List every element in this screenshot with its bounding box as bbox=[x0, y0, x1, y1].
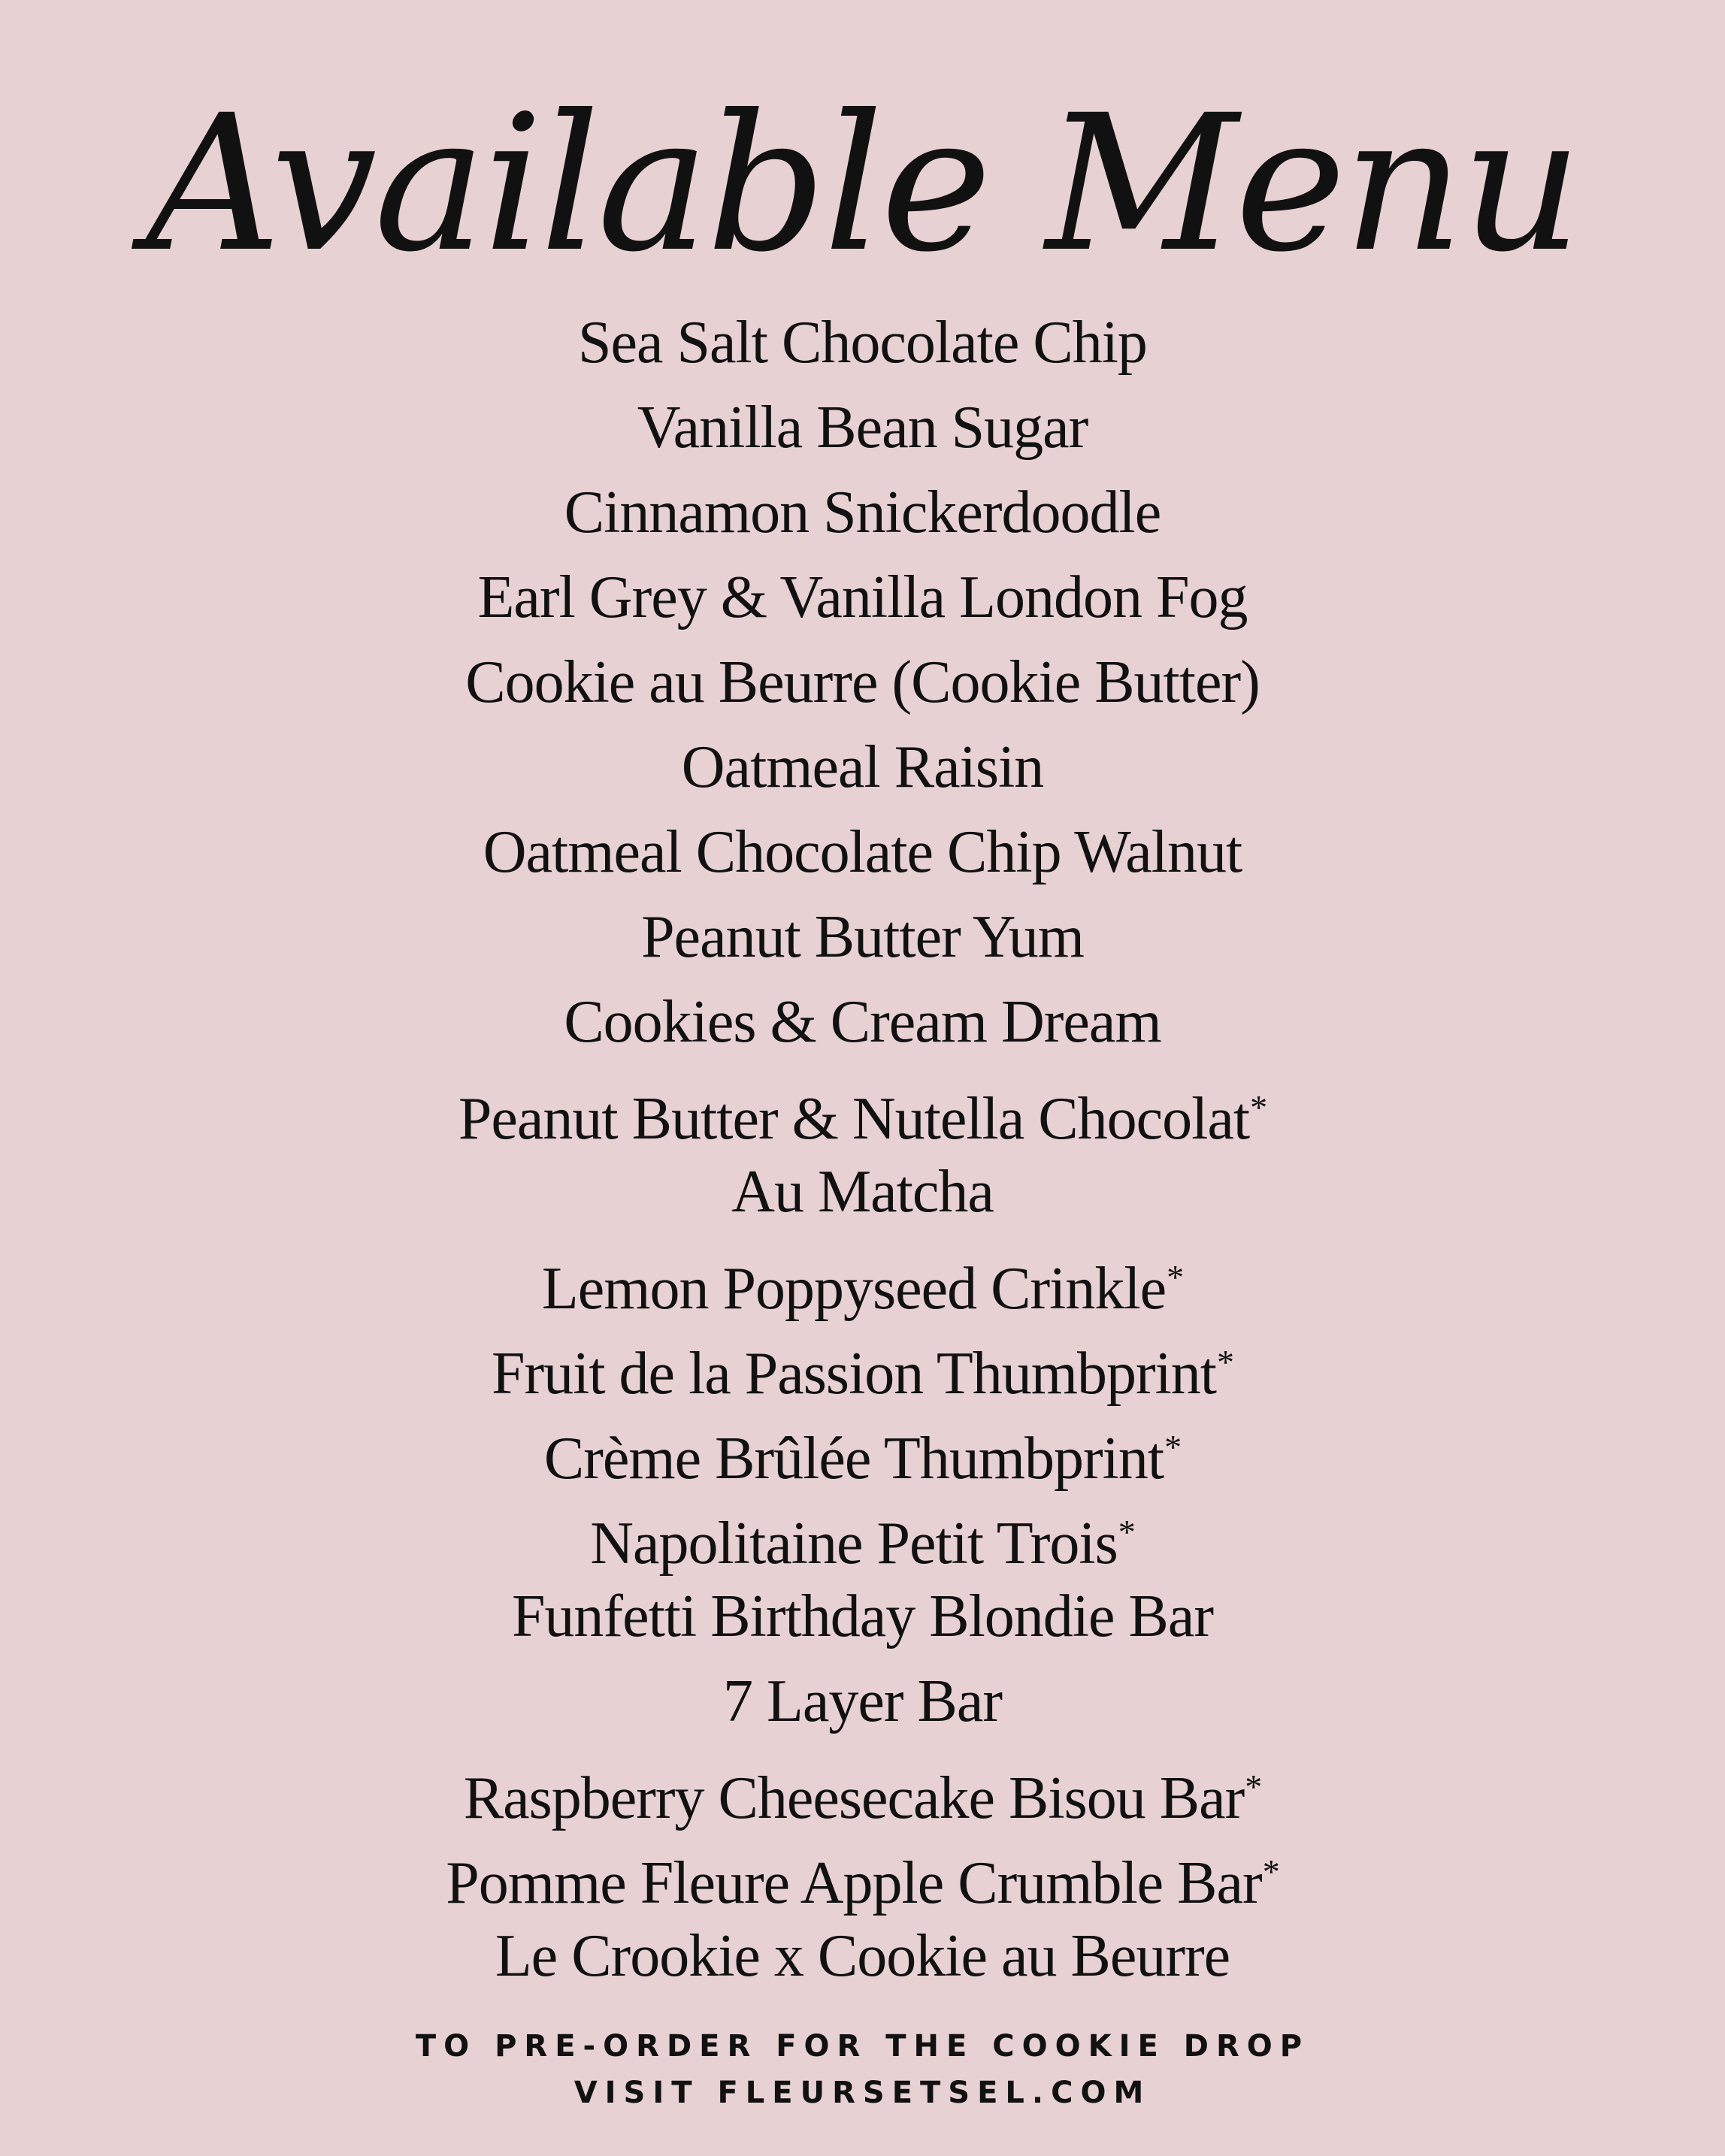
menu-item bbox=[0, 1659, 1725, 1744]
asterisk-mark: * bbox=[1262, 1852, 1279, 1891]
menu-item-name: Vanilla Bean Sugar bbox=[637, 395, 1088, 461]
menu-item-name: 7 Layer Bar bbox=[722, 1668, 1003, 1734]
menu-item-name: Crème Brûlée Thumbprint bbox=[543, 1426, 1164, 1492]
menu-item-name: Peanut Butter Yum bbox=[641, 904, 1084, 970]
menu-item bbox=[0, 810, 1725, 895]
menu-item-name: Oatmeal Chocolate Chip Walnut bbox=[483, 819, 1242, 885]
menu-item bbox=[0, 1150, 1725, 1235]
asterisk-mark: * bbox=[1167, 1258, 1184, 1296]
menu-item bbox=[0, 640, 1725, 725]
page-title: Available Menu bbox=[145, 74, 1579, 293]
menu-item bbox=[0, 555, 1725, 640]
menu-item bbox=[0, 1235, 1725, 1320]
menu-item-name: Cinnamon Snickerdoodle bbox=[564, 479, 1161, 546]
menu-item-name: Oatmeal Raisin bbox=[681, 734, 1044, 800]
asterisk-mark: * bbox=[1250, 1088, 1267, 1126]
menu-item-name: Fruit de la Passion Thumbprint bbox=[491, 1341, 1217, 1407]
menu-item bbox=[0, 1829, 1725, 1914]
asterisk-mark: * bbox=[1245, 1767, 1262, 1806]
menu-item-name: Napolitaine Petit Trois bbox=[590, 1510, 1118, 1577]
menu-item-name: Earl Grey & Vanilla London Fog bbox=[477, 564, 1248, 630]
menu-item bbox=[0, 1320, 1725, 1405]
menu-item-name: Lemon Poppyseed Crinkle bbox=[541, 1256, 1167, 1322]
asterisk-mark: * bbox=[1118, 1513, 1135, 1551]
asterisk-mark: * bbox=[1217, 1343, 1234, 1381]
menu-item bbox=[0, 301, 1725, 386]
menu-item-name: Peanut Butter & Nutella Chocolat bbox=[458, 1086, 1250, 1152]
menu-item bbox=[0, 470, 1725, 555]
menu-item-name: Sea Salt Chocolate Chip bbox=[578, 310, 1147, 376]
menu-item bbox=[0, 1405, 1725, 1492]
menu-item bbox=[0, 725, 1725, 810]
menu-item-name: Funfetti Birthday Blondie Bar bbox=[511, 1583, 1214, 1650]
menu-list bbox=[0, 301, 1725, 1999]
menu-item bbox=[0, 386, 1725, 470]
menu-item bbox=[0, 1065, 1725, 1150]
menu-item-name: Cookie au Beurre (Cookie Butter) bbox=[465, 649, 1260, 715]
menu-item-name: Cookies & Cream Dream bbox=[564, 989, 1161, 1055]
menu-item bbox=[0, 1574, 1725, 1659]
menu-item-name: Au Matcha bbox=[731, 1159, 994, 1225]
menu-item bbox=[0, 1489, 1725, 1577]
website-link: VISIT FLEURSETSEL.COM bbox=[573, 2076, 1152, 2110]
menu-item bbox=[0, 980, 1725, 1065]
menu-item-name: Le Crookie x Cookie au Beurre bbox=[495, 1923, 1230, 1989]
menu-item-name: Pomme Fleure Apple Crumble Bar bbox=[446, 1850, 1262, 1916]
menu-item bbox=[0, 895, 1725, 980]
asterisk-mark: * bbox=[1164, 1428, 1182, 1466]
menu-item bbox=[0, 1914, 1725, 1999]
menu-item bbox=[0, 1744, 1725, 1829]
menu-item-name: Raspberry Cheesecake Bisou Bar bbox=[463, 1765, 1245, 1831]
preorder-note: TO PRE-ORDER FOR THE COOKIE DROP bbox=[415, 2029, 1310, 2064]
